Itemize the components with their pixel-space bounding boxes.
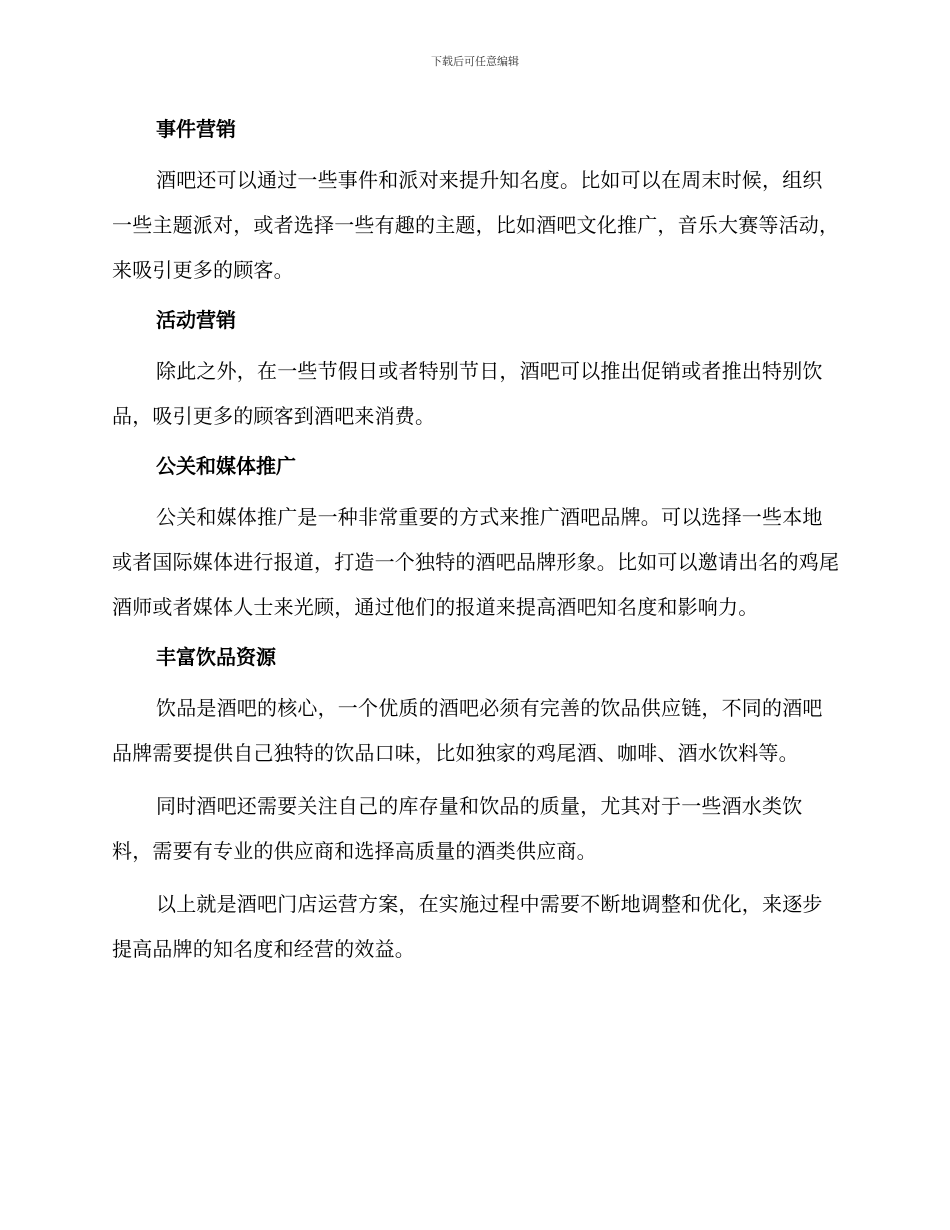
paragraph: 公关和媒体推广是一种非常重要的方式来推广酒吧品牌。可以选择一些本地或者国际媒体进行报道，打造一个独特的酒吧品牌形象。比如可以邀请出名的鸡尾酒师或者媒体人士来光顾，通过他们的报道来提高酒吧知名度和影响力。 [112, 505, 840, 619]
document-body [112, 110, 842, 972]
section-heading-pr-media: 公关和媒体推广 [156, 454, 296, 478]
section-heading-drink-resources: 丰富饮品资源 [156, 645, 276, 669]
paragraph: 除此之外，在一些节假日或者特别节日，酒吧可以推出促销或者推出特别饮品，吸引更多的顾客到酒吧来消费。 [112, 359, 823, 428]
paragraph: 同时酒吧还需要关注自己的库存量和饮品的质量，尤其对于一些酒水类饮料，需要有专业的供应商和选择高质量的酒类供应商。 [112, 794, 803, 863]
section-heading-event-marketing: 事件营销 [156, 117, 236, 141]
paragraph: 以上就是酒吧门店运营方案，在实施过程中需要不断地调整和优化，来逐步提高品牌的知名度和经营的效益。 [112, 892, 823, 961]
page-header-note: 下载后可任意编辑 [431, 55, 519, 68]
section-heading-activity-marketing: 活动营销 [156, 308, 236, 332]
paragraph: 酒吧还可以通过一些事件和派对来提升知名度。比如可以在周末时候，组织一些主题派对，或者选择一些有趣的主题，比如酒吧文化推广，音乐大赛等活动，来吸引更多的顾客。 [112, 168, 840, 282]
paragraph: 饮品是酒吧的核心，一个优质的酒吧必须有完善的饮品供应链，不同的酒吧品牌需要提供自己独特的饮品口味，比如独家的鸡尾酒、咖啡、酒水饮料等。 [112, 696, 823, 765]
